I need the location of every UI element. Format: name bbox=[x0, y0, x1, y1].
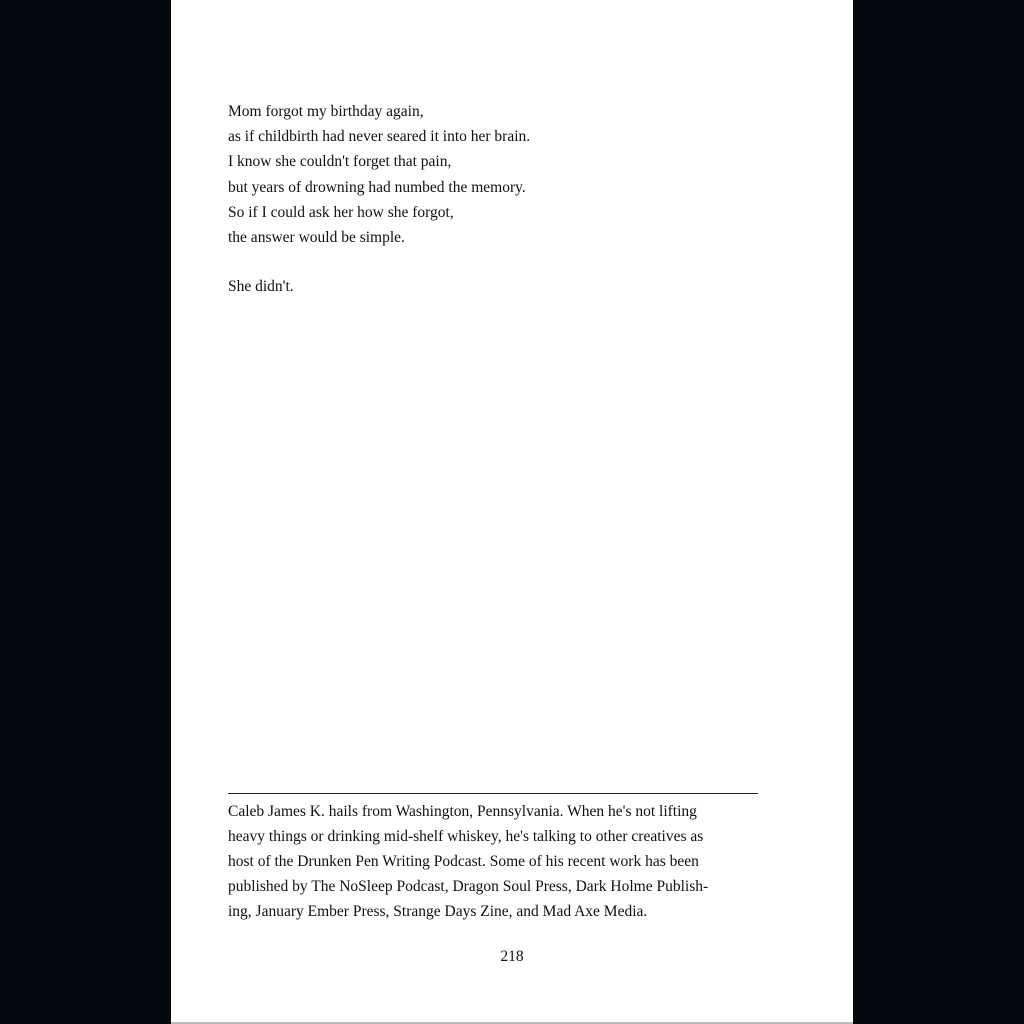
poem-closing-line: She didn't. bbox=[228, 278, 294, 296]
author-bio bbox=[228, 799, 768, 924]
poem-line: I know she couldn't forget that pain, bbox=[228, 153, 452, 171]
poem-line: the answer would be simple. bbox=[228, 229, 405, 247]
bio-line: ing, January Ember Press, Strange Days Zine, and Mad Axe Media. bbox=[228, 903, 648, 920]
poem-line: but years of drowning had numbed the memory. bbox=[228, 178, 526, 196]
page-number: 218 bbox=[500, 948, 524, 965]
poem-line: as if childbirth had never seared it into her brain. bbox=[228, 128, 531, 146]
poem-line: Mom forgot my birthday again, bbox=[228, 103, 424, 120]
poem-line: So if I could ask her how she forgot, bbox=[228, 203, 454, 221]
footnote-divider bbox=[228, 793, 758, 794]
bio-line: published by The NoSleep Podcast, Dragon Soul Press, Dark Holme Publish- bbox=[228, 878, 709, 895]
bio-line: heavy things or drinking mid-shelf whiskey, he's talking to other creatives as bbox=[228, 828, 704, 845]
document-page bbox=[171, 0, 853, 1022]
bio-line: host of the Drunken Pen Writing Podcast. Some of his recent work has been bbox=[228, 853, 699, 870]
bio-line: Caleb James K. hails from Washington, Pennsylvania. When he's not lifting bbox=[228, 803, 697, 820]
poem-block bbox=[228, 99, 530, 299]
